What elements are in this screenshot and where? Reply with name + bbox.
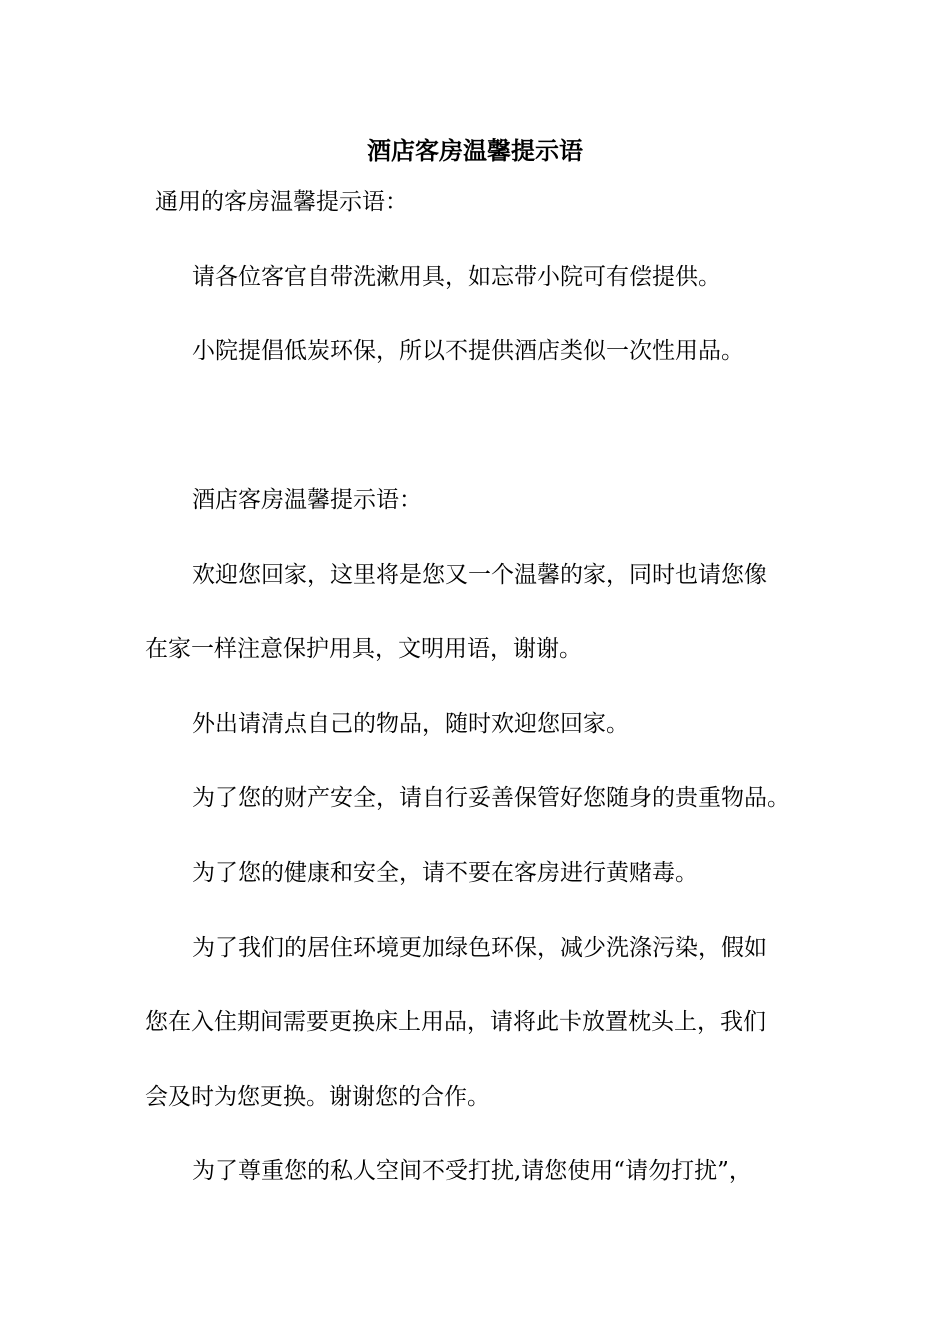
- paragraph-line: 为了您的健康和安全，请不要在客房进行黄赌毒。: [192, 860, 698, 886]
- paragraph-line: 您在入住期间需要更换床上用品，请将此卡放置枕头上，我们: [145, 1009, 766, 1035]
- section-heading-hotel: 酒店客房温馨提示语：: [192, 487, 422, 513]
- section-heading-general: 通用的客房温馨提示语：: [155, 189, 408, 215]
- paragraph-line: 小院提倡低炭环保，所以不提供酒店类似一次性用品。: [192, 338, 744, 364]
- paragraph-line: 为了尊重您的私人空间不受打扰,请您使用“请勿打扰”，: [192, 1158, 752, 1184]
- paragraph-line: 会及时为您更换。谢谢您的合作。: [145, 1084, 490, 1110]
- paragraph-line: 为了我们的居住环境更加绿色环保，减少洗涤污染，假如: [192, 935, 767, 961]
- paragraph-line: 在家一样注意保护用具，文明用语，谢谢。: [145, 636, 582, 662]
- paragraph-line: 请各位客官自带洗漱用具，如忘带小院可有偿提供。: [192, 264, 721, 290]
- paragraph-line: 外出请清点自己的物品，随时欢迎您回家。: [192, 711, 629, 737]
- paragraph-line: 为了您的财产安全，请自行妥善保管好您随身的贵重物品。: [192, 785, 790, 811]
- paragraph-line: 欢迎您回家，这里将是您又一个温馨的家，同时也请您像: [192, 562, 767, 588]
- page-title: 酒店客房温馨提示语: [367, 136, 583, 165]
